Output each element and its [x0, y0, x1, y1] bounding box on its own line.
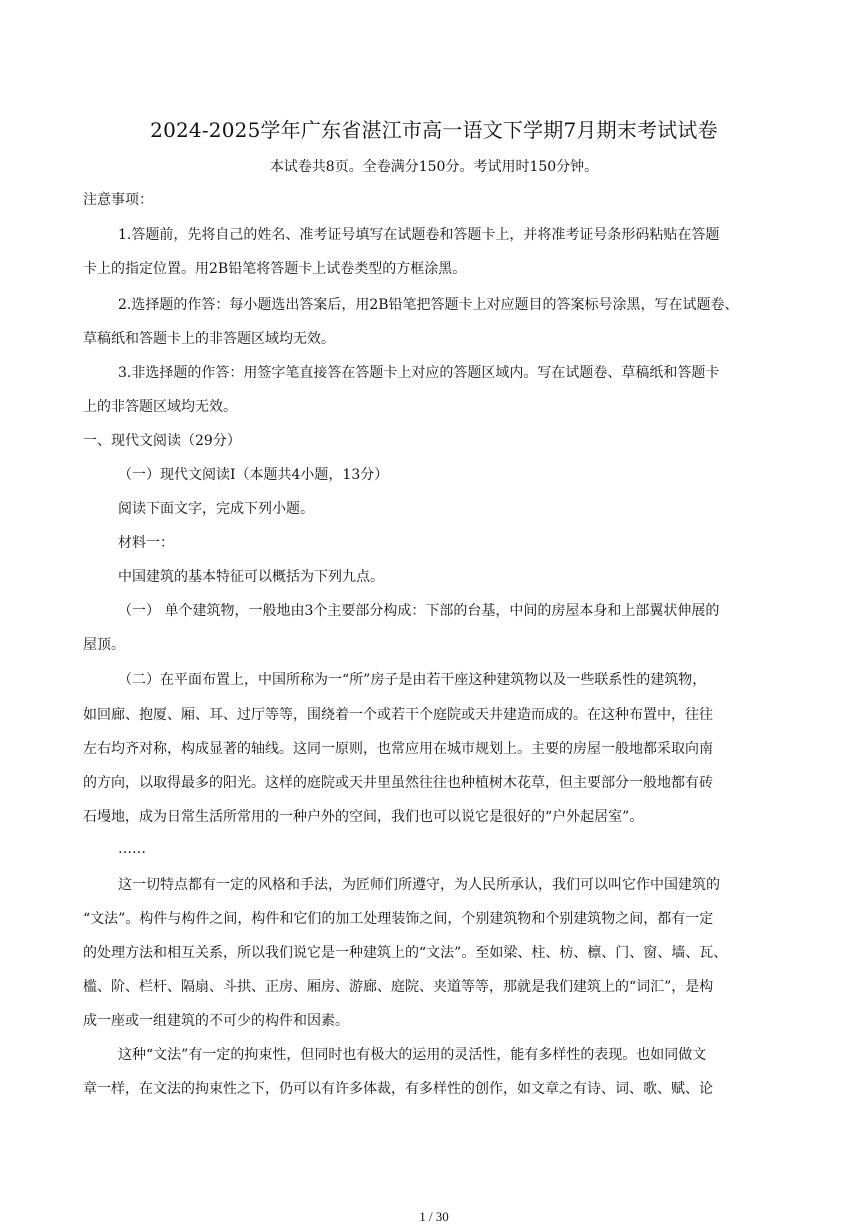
paragraph-line: 章一样，在文法的拘束性之下，仍可以有许多体裁，有多样性的创作，如文章之有诗、词、歌、赋、论 — [83, 1081, 713, 1097]
notice-heading: 注意事项： — [83, 192, 153, 208]
subsection-heading: （一）现代文阅读Ⅰ（本题共4小题，13分） — [118, 467, 389, 483]
paragraph-line: “文法”。构件与构件之间，构件和它们的加工处理装饰之间，个别建筑物和个别建筑物之间，都有一定 — [83, 911, 714, 927]
notice-item-1: 1.答题前，先将自己的姓名、准考证号填写在试题卷和答题卡上，并将准考证号条形码粘贴在答题 — [118, 227, 720, 243]
page-title: 2024-2025学年广东省湛江市高一语文下学期7月期末考试试卷 — [150, 118, 718, 142]
instruction-text: 阅读下面文字，完成下列小题。 — [118, 501, 314, 517]
paragraph-line: 屋顶。 — [83, 637, 125, 653]
notice-item-2: 2.选择题的作答：每小题选出答案后，用2B铅笔把答题卡上对应题目的答案标号涂黑，写在试题卷、 — [118, 297, 739, 313]
paragraph-line: 的方向，以取得最多的阳光。这样的庭院或天井里虽然往往也种植树木花草，但主要部分一般地都有砖 — [83, 775, 713, 791]
notice-item-3-cont: 上的非答题区域均无效。 — [83, 399, 237, 415]
paragraph-line: 这种“文法”有一定的拘束性，但同时也有极大的运用的灵活性，能有多样性的表现。也如同做文 — [118, 1047, 707, 1063]
notice-item-2-cont: 草稿纸和答题卡上的非答题区域均无效。 — [83, 331, 335, 347]
paragraph-line: 石墁地，成为日常生活所常用的一种户外的空间，我们也可以说它是很好的“户外起居室”。 — [83, 809, 644, 825]
material-label: 材料一： — [118, 535, 174, 551]
paragraph-line: 槛、阶、栏杆、隔扇、斗拱、正房、厢房、游廊、庭院、夹道等等，那就是我们建筑上的“词汇”，是构 — [83, 979, 714, 995]
paragraph-line: 这一切特点都有一定的风格和手法，为匠师们所遵守，为人民所承认，我们可以叫它作中国建筑的 — [118, 877, 720, 893]
notice-item-3: 3.非选择题的作答：用签字笔直接答在答题卡上对应的答题区域内。写在试题卷、草稿纸和答题卡 — [118, 365, 720, 381]
ellipsis: …… — [118, 841, 146, 857]
exam-info: 本试卷共8页。全卷满分150分。考试用时150分钟。 — [269, 159, 599, 175]
paragraph-line: （二）在平面布置上，中国所称为一“所”房子是由若干座这种建筑物以及一些联系性的建筑物， — [118, 672, 707, 688]
paragraph-line: 的处理方法和相互关系，所以我们说它是一种建筑上的“文法”。至如梁、柱、枋、檩、门、窗、墙、瓦、 — [83, 945, 728, 961]
paragraph-line: 成一座或一组建筑的不可少的构件和因素。 — [83, 1013, 349, 1029]
paragraph-line: 如回廊、抱厦、厢、耳、过厅等等，围绕着一个或若干个庭院或天井建造而成的。在这种布置中，往往 — [83, 707, 713, 723]
notice-item-1-cont: 卡上的指定位置。用2B铅笔将答题卡上试卷类型的方框涂黑。 — [83, 261, 467, 277]
paragraph-line: 左右均齐对称，构成显著的轴线。这同一原则，也常应用在城市规划上。主要的房屋一般地都采取向南 — [83, 741, 713, 757]
section-heading: 一、现代文阅读（29分） — [83, 433, 241, 449]
paragraph-line: （一） 单个建筑物，一般地由3个主要部分构成：下部的台基，中间的房屋本身和上部翼状伸展的 — [118, 603, 720, 619]
paragraph-line: 中国建筑的基本特征可以概括为下列九点。 — [118, 569, 384, 585]
page-number: 1 / 30 — [419, 1209, 449, 1224]
